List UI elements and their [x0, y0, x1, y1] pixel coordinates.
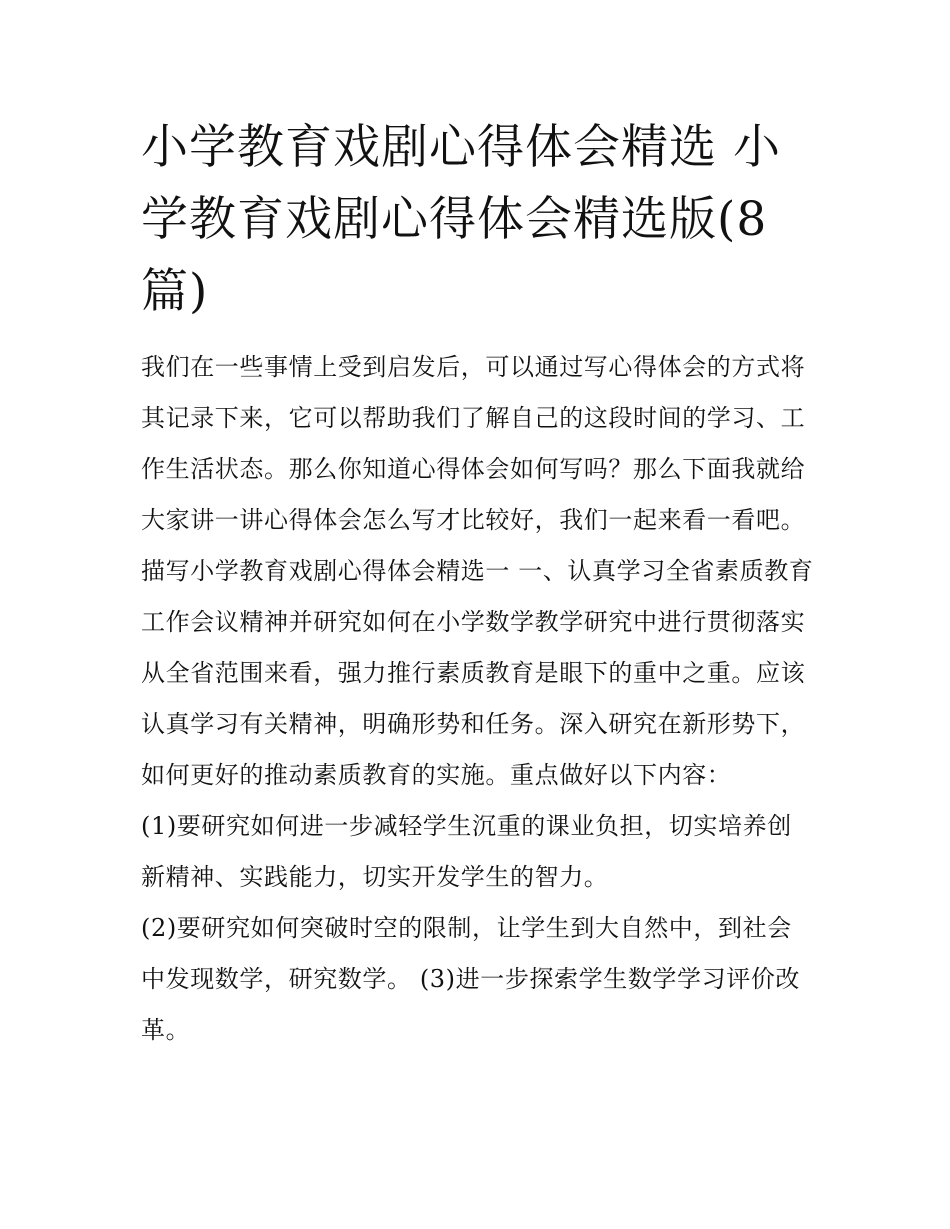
paragraph-point-2-3: (2)要研究如何突破时空的限制，让学生到大自然中，到社会中发现数学，研究数学。 (3)进一步探索学生数学学习评价改革。 — [141, 914, 801, 1044]
paragraph-point-1: (1)要研究如何进一步减轻学生沉重的课业负担，切实培养创新精神、实践能力，切实开发学生的智力。 — [141, 812, 792, 891]
paragraph-section-heading: 描写小学教育戏剧心得体会精选一 一、认真学习全省素质教育工作会议精神并研究如何在小学数学教学研究中进行贯彻落实 — [141, 557, 814, 636]
document-body — [141, 342, 816, 1056]
document-page — [141, 112, 816, 1056]
paragraph-intro: 我们在一些事情上受到启发后，可以通过写心得体会的方式将其记录下来，它可以帮助我们了解自己的这段时间的学习、工作生活状态。那么你知道心得体会如何写吗？那么下面我就给大家讲一讲心得体会怎么写才比较好，我们一起来看一看吧。 — [141, 353, 806, 534]
paragraph-overview: 从全省范围来看，强力推行素质教育是眼下的重中之重。应该认真学习有关精神，明确形势和任务。深入研究在新形势下，如何更好的推动素质教育的实施。重点做好以下内容： — [141, 659, 806, 789]
document-title: 小学教育戏剧心得体会精选 小学教育戏剧心得体会精选版(8篇) — [141, 120, 781, 319]
